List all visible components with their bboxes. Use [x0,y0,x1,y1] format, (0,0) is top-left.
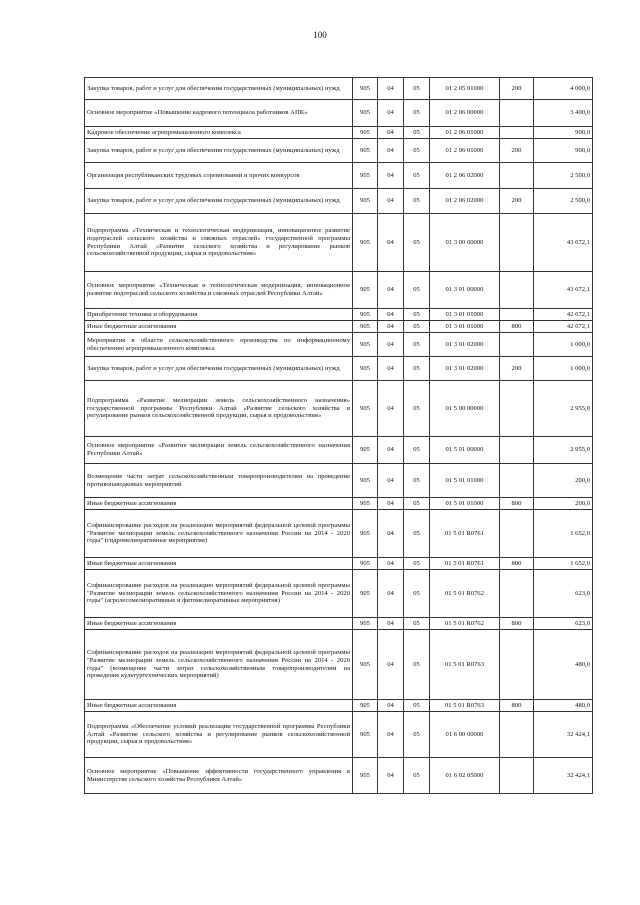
row-amount-cell: 1 652,0 [534,558,593,570]
row-grbs-cell: 905 [353,100,378,127]
table-row [85,498,593,510]
row-amount-cell: 32 424,1 [534,758,593,794]
row-expense-type-cell: 200 [500,189,534,214]
budget-table-body [85,78,593,794]
row-amount-cell: 43 672,1 [534,214,593,272]
row-name-cell: Закупка товаров, работ и услуг для обеспечения государственных (муниципальных) нужд [85,189,353,214]
table-row [85,214,593,272]
row-grbs-cell: 905 [353,758,378,794]
row-expense-type-cell [500,214,534,272]
row-name-cell: Основное мероприятие «Техническая и технологическая модернизация, инновационное развитие подотраслей сельского хозяйства и смежных отраслей Республики Алтай» [85,272,353,309]
table-row [85,381,593,437]
row-grbs-cell: 905 [353,127,378,139]
row-amount-cell: 200,0 [534,464,593,498]
row-subsection-cell: 05 [404,163,430,189]
row-grbs-cell: 905 [353,214,378,272]
row-grbs-cell: 905 [353,630,378,700]
row-section-cell: 04 [378,100,404,127]
row-name-cell: Подпрограмма «Обеспечение условий реализации государственной программы Республики Алтай «Развитие сельского хозяйства и регулирование рынков сельскохозяйственной продукции, сырья и продовольствия» [85,712,353,758]
table-row [85,333,593,357]
row-grbs-cell: 905 [353,618,378,630]
row-expense-type-cell: 800 [500,618,534,630]
row-subsection-cell: 05 [404,139,430,163]
row-section-cell: 04 [378,309,404,321]
row-amount-cell: 480,0 [534,700,593,712]
row-target-article-cell: 01 5 01 00000 [430,437,500,464]
table-row [85,272,593,309]
row-grbs-cell: 905 [353,139,378,163]
row-target-article-cell: 01 5 01 01000 [430,464,500,498]
row-grbs-cell: 905 [353,498,378,510]
row-grbs-cell: 905 [353,464,378,498]
row-name-cell: Организация республиканских трудовых соревнований и прочих конкурсов [85,163,353,189]
row-expense-type-cell: 800 [500,558,534,570]
row-section-cell: 04 [378,630,404,700]
row-expense-type-cell [500,381,534,437]
row-target-article-cell: 01 2 06 01000 [430,139,500,163]
row-target-article-cell: 01 3 00 00000 [430,214,500,272]
row-amount-cell: 2 500,0 [534,189,593,214]
row-grbs-cell: 905 [353,437,378,464]
row-name-cell: Кадровое обеспечение агропромышленного комплекса [85,127,353,139]
row-name-cell: Иные бюджетные ассигнования [85,321,353,333]
row-subsection-cell: 05 [404,630,430,700]
row-target-article-cell: 01 5 01 R0762 [430,570,500,618]
row-target-article-cell: 01 6 00 00000 [430,712,500,758]
row-amount-cell: 42 672,1 [534,321,593,333]
row-grbs-cell: 905 [353,558,378,570]
row-section-cell: 04 [378,618,404,630]
row-target-article-cell: 01 2 06 01000 [430,127,500,139]
table-row [85,309,593,321]
row-name-cell: Иные бюджетные ассигнования [85,498,353,510]
row-grbs-cell: 905 [353,712,378,758]
row-grbs-cell: 905 [353,189,378,214]
table-row [85,189,593,214]
row-name-cell: Основное мероприятие «Повышение кадрового потенциала работников АПК» [85,100,353,127]
table-row [85,570,593,618]
table-row [85,100,593,127]
row-expense-type-cell [500,437,534,464]
row-section-cell: 04 [378,272,404,309]
row-section-cell: 04 [378,139,404,163]
row-section-cell: 04 [378,189,404,214]
row-subsection-cell: 05 [404,464,430,498]
row-target-article-cell: 01 3 01 02000 [430,357,500,381]
row-subsection-cell: 05 [404,189,430,214]
table-row [85,127,593,139]
row-section-cell: 04 [378,78,404,100]
row-subsection-cell: 05 [404,127,430,139]
row-amount-cell: 623,0 [534,618,593,630]
row-subsection-cell: 05 [404,510,430,558]
row-expense-type-cell [500,333,534,357]
row-amount-cell: 200,0 [534,498,593,510]
row-subsection-cell: 05 [404,758,430,794]
row-section-cell: 04 [378,333,404,357]
table-row [85,139,593,163]
row-section-cell: 04 [378,357,404,381]
row-name-cell: Возмещение части затрат сельскохозяйственным товаропроизводителям на проведение противопаводковых мероприятий [85,464,353,498]
row-target-article-cell: 01 5 01 R0762 [430,618,500,630]
row-expense-type-cell [500,712,534,758]
row-name-cell: Иные бюджетные ассигнования [85,700,353,712]
row-grbs-cell: 905 [353,357,378,381]
table-row [85,437,593,464]
row-section-cell: 04 [378,498,404,510]
row-subsection-cell: 05 [404,321,430,333]
row-grbs-cell: 905 [353,309,378,321]
row-section-cell: 04 [378,700,404,712]
row-subsection-cell: 05 [404,333,430,357]
table-row [85,78,593,100]
row-amount-cell: 2 955,0 [534,381,593,437]
row-target-article-cell: 01 5 01 R0763 [430,700,500,712]
row-subsection-cell: 05 [404,272,430,309]
row-grbs-cell: 905 [353,272,378,309]
row-grbs-cell: 905 [353,163,378,189]
row-target-article-cell: 01 2 06 00000 [430,100,500,127]
row-grbs-cell: 905 [353,78,378,100]
row-target-article-cell: 01 5 01 R0761 [430,510,500,558]
table-row [85,700,593,712]
row-expense-type-cell: 800 [500,700,534,712]
row-target-article-cell: 01 2 06 02000 [430,163,500,189]
row-subsection-cell: 05 [404,558,430,570]
row-amount-cell: 1 000,0 [534,333,593,357]
row-name-cell: Закупка товаров, работ и услуг для обеспечения государственных (муниципальных) нужд [85,78,353,100]
page-number: 100 [313,30,327,40]
row-subsection-cell: 05 [404,570,430,618]
row-section-cell: 04 [378,321,404,333]
row-target-article-cell: 01 6 02 05000 [430,758,500,794]
row-subsection-cell: 05 [404,700,430,712]
row-section-cell: 04 [378,437,404,464]
row-expense-type-cell [500,272,534,309]
row-name-cell: Софинансирование расходов на реализацию мероприятий федеральной целевой программы "Развитие мелиорации земель сельскохозяйственного назначения России на 2014 - 2020 годы" (гидромелиоративные мероприятия) [85,510,353,558]
row-amount-cell: 900,0 [534,127,593,139]
row-subsection-cell: 05 [404,100,430,127]
row-expense-type-cell [500,630,534,700]
row-expense-type-cell: 200 [500,139,534,163]
row-amount-cell: 2 500,0 [534,163,593,189]
budget-table [84,77,593,794]
row-subsection-cell: 05 [404,437,430,464]
row-target-article-cell: 01 2 05 01000 [430,78,500,100]
table-row [85,510,593,558]
table-row [85,758,593,794]
row-amount-cell: 43 672,1 [534,272,593,309]
row-section-cell: 04 [378,464,404,498]
row-section-cell: 04 [378,381,404,437]
row-grbs-cell: 905 [353,510,378,558]
row-grbs-cell: 905 [353,321,378,333]
row-name-cell: Закупка товаров, работ и услуг для обеспечения государственных (муниципальных) нужд [85,139,353,163]
row-target-article-cell: 01 3 01 01000 [430,321,500,333]
row-amount-cell: 32 424,1 [534,712,593,758]
row-expense-type-cell: 200 [500,78,534,100]
row-name-cell: Подпрограмма «Техническая и технологическая модернизация, инновационное развитие подотраслей сельского хозяйства и смежных отраслей» государственной программы Республики Алтай «Развитие сельского хозяйства и регулирование рынков сельскохозяйственной продукции, сырья и продовольствия» [85,214,353,272]
row-expense-type-cell [500,100,534,127]
row-name-cell: Основное мероприятие «Повышение эффективности государственного управления в Министерстве сельского хозяйства Республики Алтай» [85,758,353,794]
row-expense-type-cell: 800 [500,321,534,333]
table-row [85,712,593,758]
row-name-cell: Софинансирование расходов на реализацию мероприятий федеральной целевой программы "Развитие мелиорации земель сельскохозяйственного назначения России на 2014 - 2020 годы" (агролесомелиоративные и фитомелиоративные мероприятия) [85,570,353,618]
row-expense-type-cell [500,510,534,558]
table-row [85,464,593,498]
row-grbs-cell: 905 [353,333,378,357]
row-target-article-cell: 01 3 01 01000 [430,309,500,321]
row-amount-cell: 1 652,0 [534,510,593,558]
row-target-article-cell: 01 2 06 02000 [430,189,500,214]
row-section-cell: 04 [378,510,404,558]
row-name-cell: Подпрограмма «Развитие мелиорации земель сельскохозяйственного назначения» государственной программы Республики Алтай «Развитие сельского хозяйства и регулирование рынков сельскохозяйственной продукции, сырья и продовольствия» [85,381,353,437]
row-target-article-cell: 01 3 01 00000 [430,272,500,309]
row-amount-cell: 3 400,0 [534,100,593,127]
row-name-cell: Иные бюджетные ассигнования [85,618,353,630]
row-section-cell: 04 [378,163,404,189]
row-amount-cell: 2 955,0 [534,437,593,464]
row-subsection-cell: 05 [404,712,430,758]
row-amount-cell: 900,0 [534,139,593,163]
table-row [85,558,593,570]
row-name-cell: Софинансирование расходов на реализацию мероприятий федеральной целевой программы "Развитие мелиорации земель сельскохозяйственного назначения России на 2014 - 2020 годы" (возмещение части затрат сельскохозяйственным товаропроизводителям на проведение культуртехнических мероприятий) [85,630,353,700]
table-row [85,618,593,630]
row-name-cell: Мероприятия в области сельскохозяйственного производства по информационному обеспечению агропромышленного комплекса [85,333,353,357]
row-name-cell: Закупка товаров, работ и услуг для обеспечения государственных (муниципальных) нужд [85,357,353,381]
row-target-article-cell: 01 5 01 R0763 [430,630,500,700]
row-expense-type-cell [500,309,534,321]
row-grbs-cell: 905 [353,570,378,618]
row-section-cell: 04 [378,558,404,570]
table-row [85,357,593,381]
row-expense-type-cell [500,464,534,498]
row-section-cell: 04 [378,214,404,272]
row-name-cell: Приобретение техники и оборудования [85,309,353,321]
row-subsection-cell: 05 [404,381,430,437]
row-subsection-cell: 05 [404,618,430,630]
row-target-article-cell: 01 3 01 02000 [430,333,500,357]
row-section-cell: 04 [378,570,404,618]
row-grbs-cell: 905 [353,381,378,437]
row-section-cell: 04 [378,758,404,794]
row-name-cell: Основное мероприятие «Развитие мелиорации земель сельскохозяйственного назначения Республики Алтай» [85,437,353,464]
row-amount-cell: 480,0 [534,630,593,700]
row-target-article-cell: 01 5 00 00000 [430,381,500,437]
row-expense-type-cell [500,163,534,189]
row-target-article-cell: 01 5 01 01000 [430,498,500,510]
table-row [85,630,593,700]
row-target-article-cell: 01 5 01 R0761 [430,558,500,570]
row-subsection-cell: 05 [404,78,430,100]
row-amount-cell: 623,0 [534,570,593,618]
row-subsection-cell: 05 [404,498,430,510]
row-subsection-cell: 05 [404,309,430,321]
row-expense-type-cell: 200 [500,357,534,381]
row-expense-type-cell [500,127,534,139]
row-amount-cell: 1 000,0 [534,357,593,381]
row-name-cell: Иные бюджетные ассигнования [85,558,353,570]
row-section-cell: 04 [378,127,404,139]
row-expense-type-cell [500,758,534,794]
row-amount-cell: 42 672,1 [534,309,593,321]
table-row [85,163,593,189]
table-row [85,321,593,333]
row-subsection-cell: 05 [404,357,430,381]
row-subsection-cell: 05 [404,214,430,272]
row-amount-cell: 4 000,0 [534,78,593,100]
row-expense-type-cell [500,570,534,618]
row-grbs-cell: 905 [353,700,378,712]
row-expense-type-cell: 800 [500,498,534,510]
row-section-cell: 04 [378,712,404,758]
